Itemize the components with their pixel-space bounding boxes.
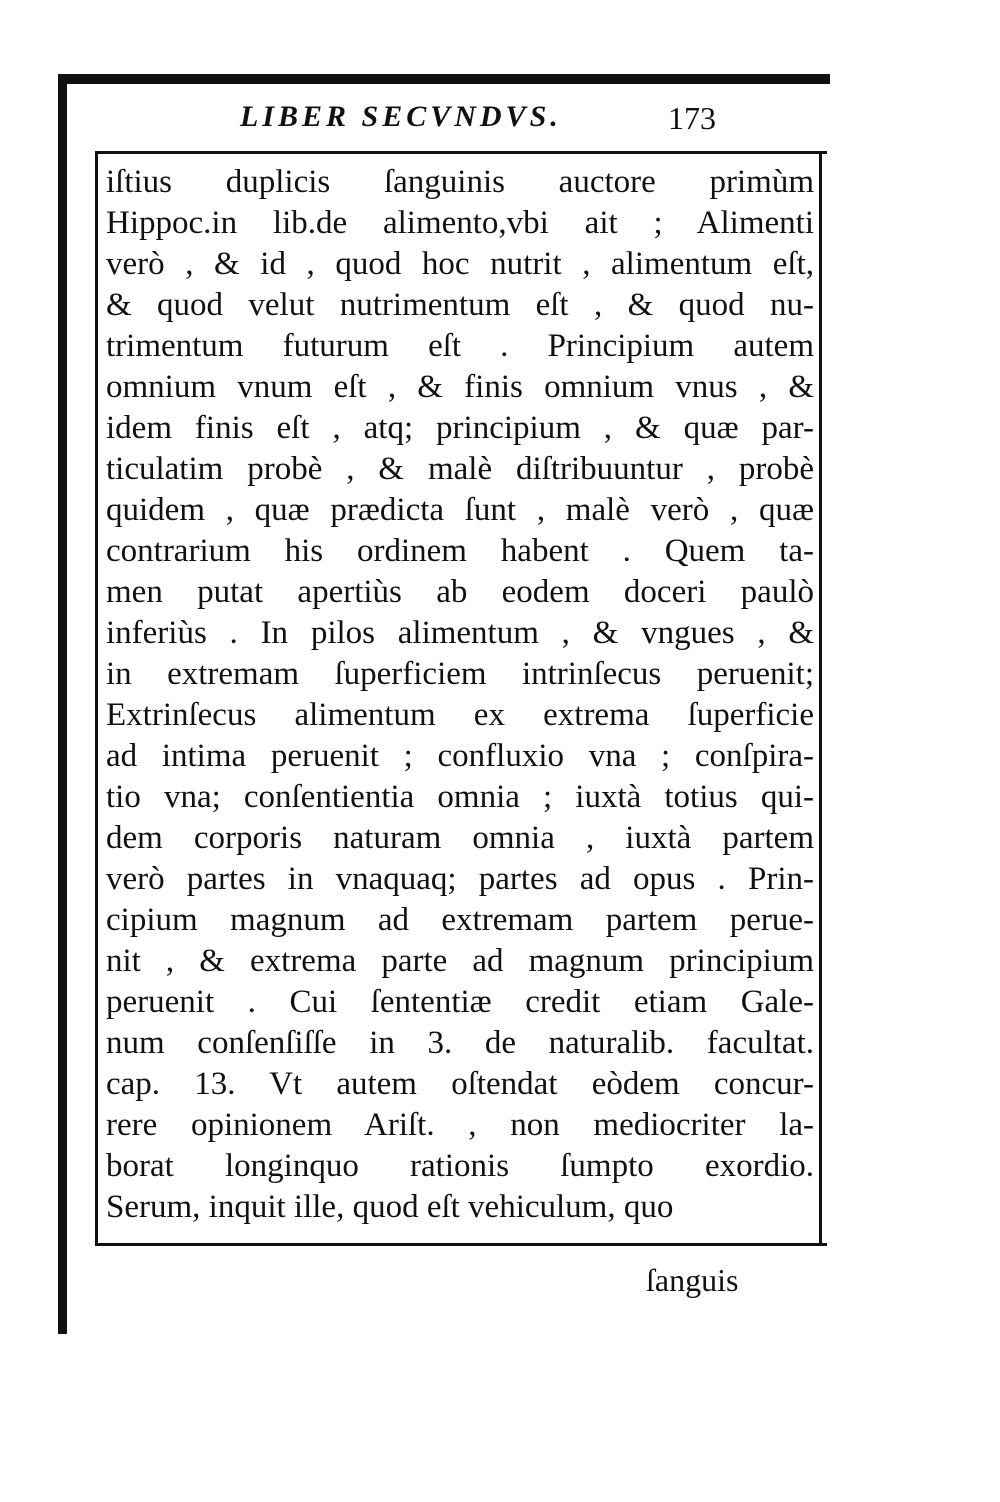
text-line: Serum, inquit ille, quod eſt vehiculum, quo <box>106 1189 674 1225</box>
text-line: cap. 13. Vt autem oſtendat eòdem concur- <box>106 1066 814 1102</box>
text-box-top-rule <box>95 151 827 154</box>
text-line: ad intima peruenit ; confluxio vna ; conſpira- <box>106 738 814 774</box>
catchword: ſanguis <box>646 1262 739 1298</box>
text-line: verò , & id , quod hoc nutrit , alimentum eſt, <box>106 246 814 282</box>
text-line: quidem , quæ prædicta ſunt , malè verò , quæ <box>106 492 814 528</box>
text-line: inferiùs . In pilos alimentum , & vngues , & <box>106 615 814 651</box>
text-line: cipium magnum ad extremam partem perue- <box>106 902 814 938</box>
text-line: ticulatim probè , & malè diſtribuuntur , probè <box>106 451 814 487</box>
text-line: peruenit . Cui ſententiæ credit etiam Gale- <box>106 984 814 1020</box>
text-line: Hippoc.in lib.de alimento,vbi ait ; Alimenti <box>106 205 814 241</box>
text-line: verò partes in vnaquaq; partes ad opus . Prin- <box>106 861 814 897</box>
body-text <box>106 162 814 1228</box>
text-line: rere opinionem Ariſt. , non mediocriter la- <box>106 1107 814 1143</box>
text-line: iſtius duplicis ſanguinis auctore primùm <box>106 164 814 200</box>
text-line: in extremam ſuperficiem intrinſecus peruenit; <box>106 656 814 692</box>
text-line: & quod velut nutrimentum eſt , & quod nu- <box>106 287 814 323</box>
text-line: dem corporis naturam omnia , iuxtà partem <box>106 820 814 856</box>
text-line: tio vna; conſentientia omnia ; iuxtà totius qui- <box>106 779 814 815</box>
page-number: 173 <box>668 100 716 136</box>
text-line: men putat apertiùs ab eodem doceri paulò <box>106 574 814 610</box>
running-head: LIBER SECVNDVS. <box>240 100 562 133</box>
frame-left-rule <box>58 74 67 1334</box>
text-line: num conſenſiſſe in 3. de naturalib. facultat. <box>106 1025 814 1061</box>
text-line: Extrinſecus alimentum ex extrema ſuperficie <box>106 697 814 733</box>
text-line: contrarium his ordinem habent . Quem ta- <box>106 533 814 569</box>
text-line: omnium vnum eſt , & finis omnium vnus , & <box>106 369 814 405</box>
frame-top-rule <box>60 74 830 84</box>
text-box-right-rule <box>819 151 822 1246</box>
text-line: idem finis eſt , atq; principium , & quæ par- <box>106 410 814 446</box>
text-line: nit , & extrema parte ad magnum principium <box>106 943 814 979</box>
text-line: borat longinquo rationis ſumpto exordio. <box>106 1148 814 1184</box>
text-line: trimentum futurum eſt . Principium autem <box>106 328 814 364</box>
text-box-left-rule <box>95 151 98 1246</box>
text-box-bottom-rule <box>95 1243 827 1246</box>
